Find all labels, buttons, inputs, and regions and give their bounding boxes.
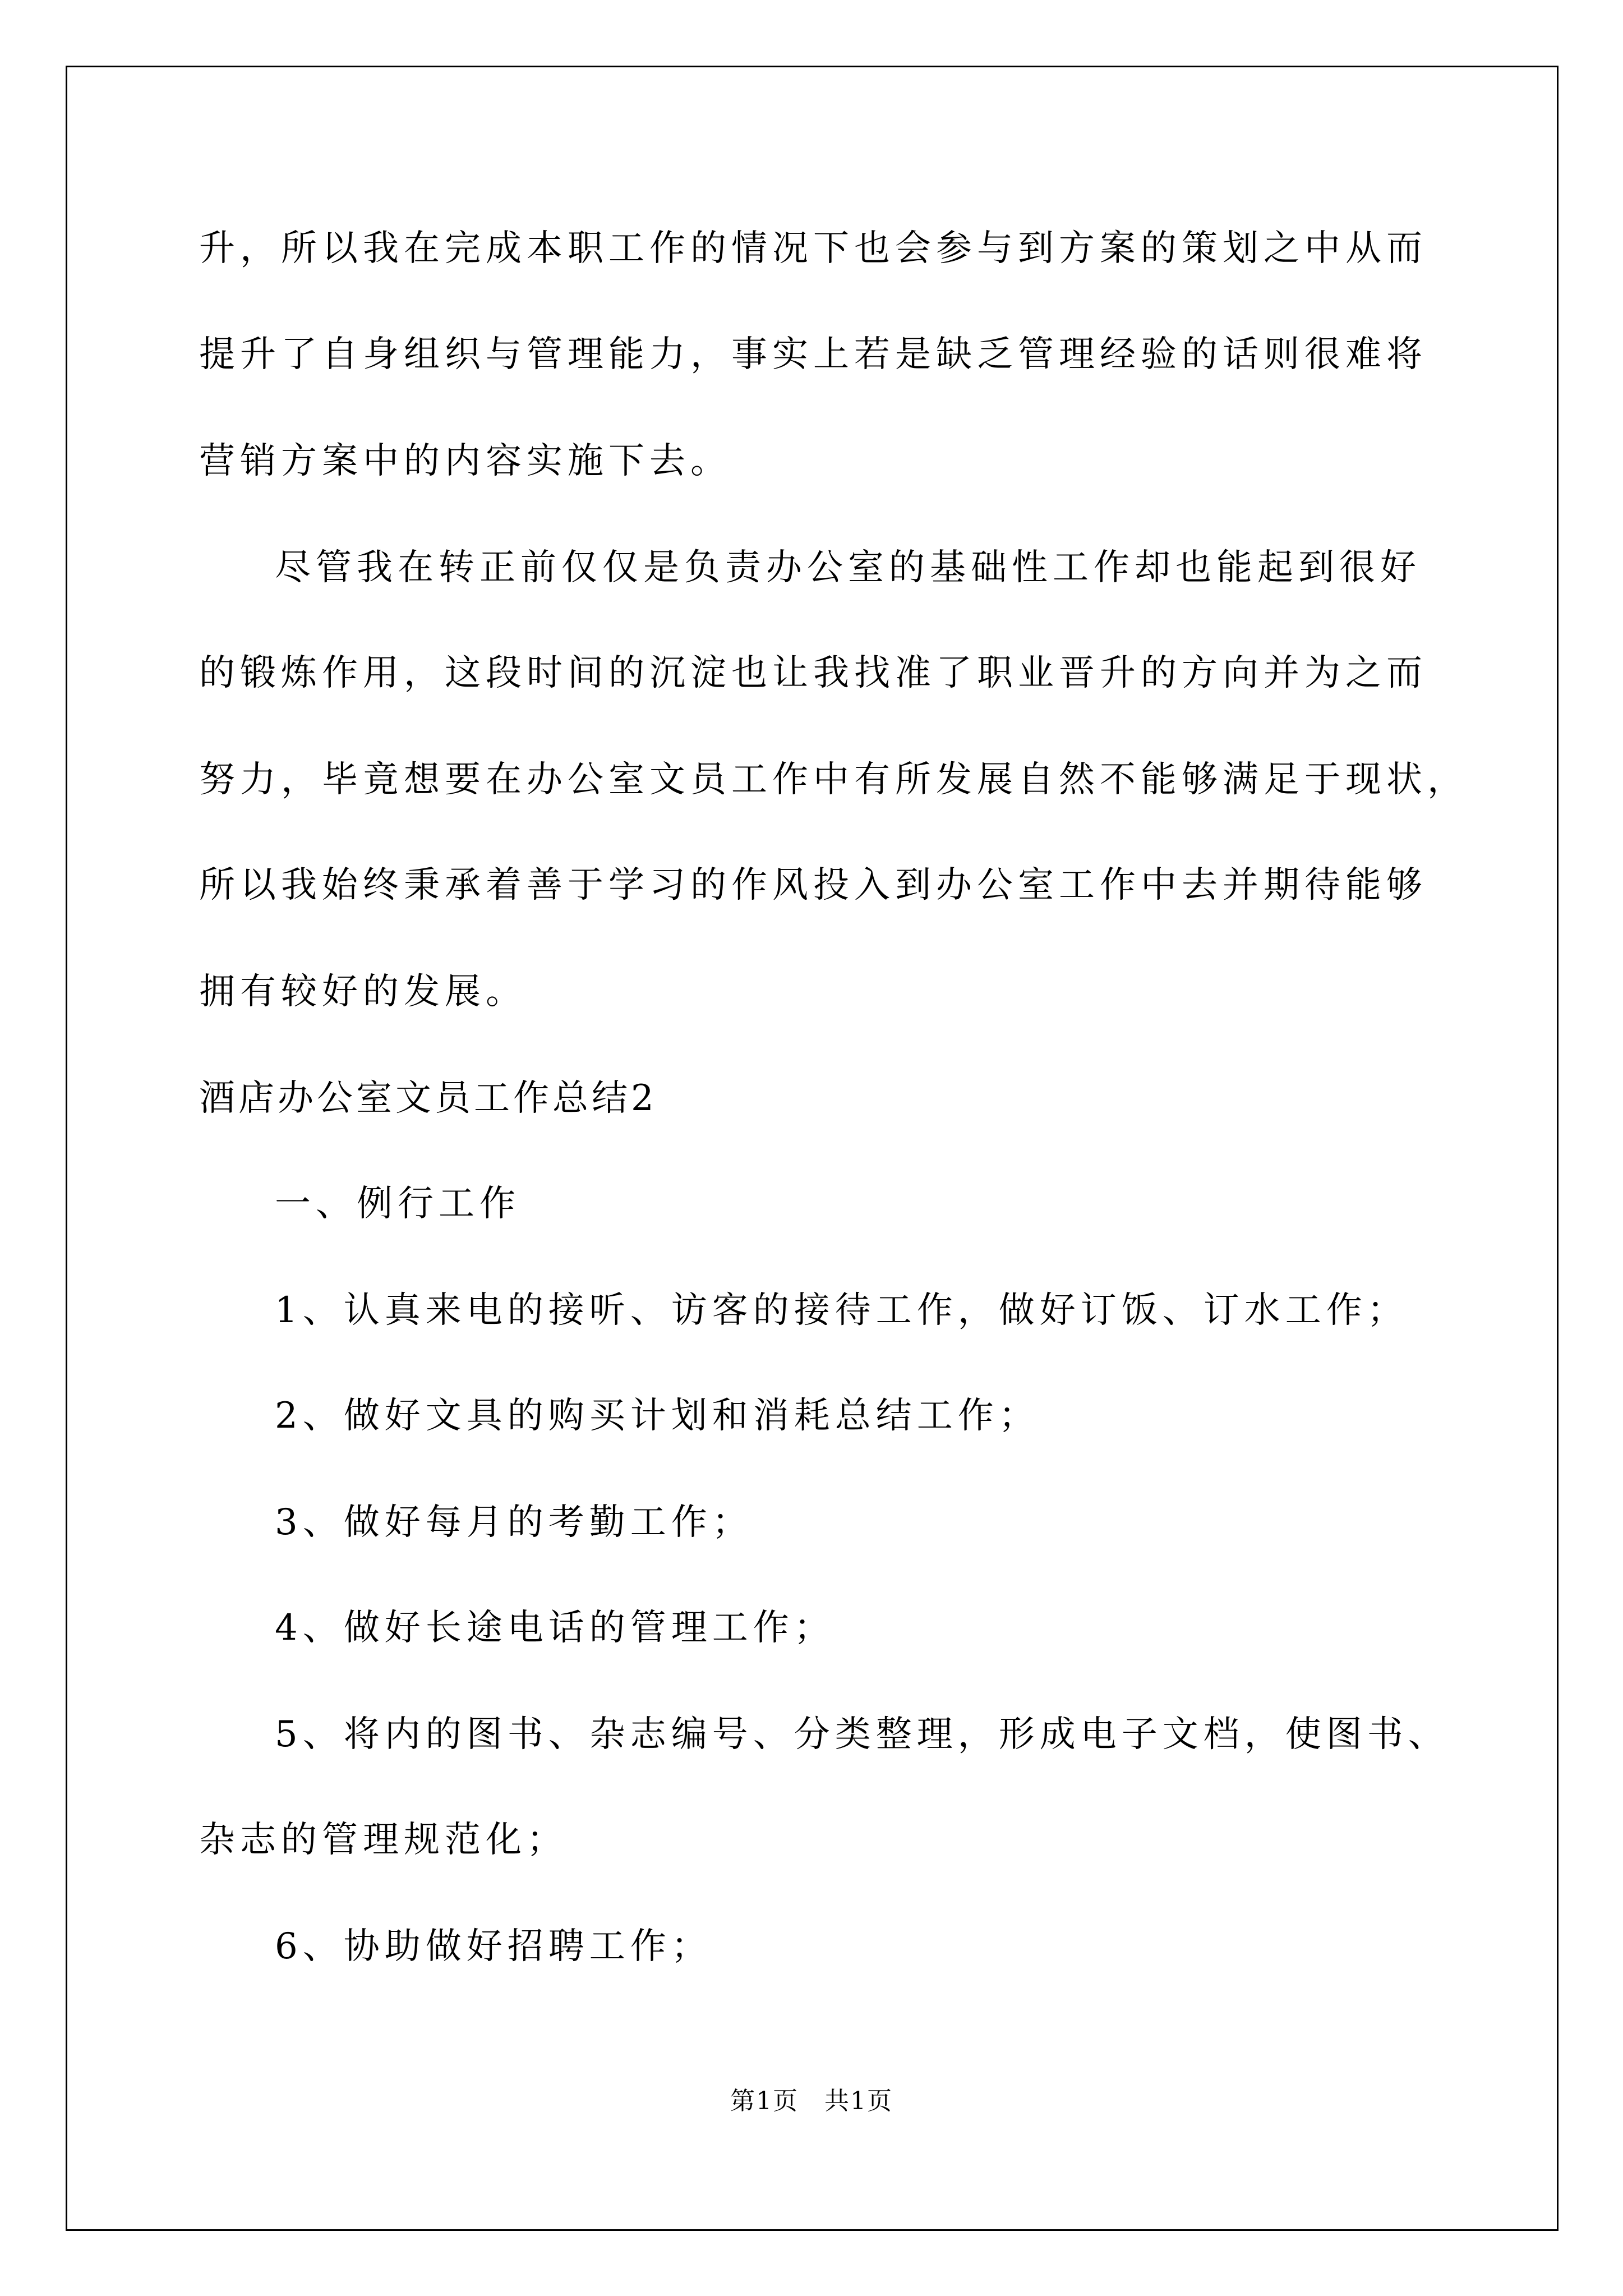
list-item: 2、做好文具的购买计划和消耗总结工作；	[275, 1395, 1040, 1437]
list-item: 6、协助做好招聘工作；	[275, 1926, 712, 1967]
page-border	[66, 66, 1559, 2231]
text-line: 提升了自身组织与管理能力，事实上若是缺乏管理经验的话则很难将	[199, 334, 1427, 375]
section-title: 酒店办公室文员工作总结2	[199, 1078, 657, 1119]
list-item: 4、做好长途电话的管理工作；	[275, 1607, 835, 1649]
text-line: 升，所以我在完成本职工作的情况下也会参与到方案的策划之中从而	[199, 228, 1427, 269]
list-item: 3、做好每月的考勤工作；	[275, 1502, 753, 1543]
page-number: 第1页 共1页	[730, 2087, 893, 2115]
list-item-continuation: 杂志的管理规范化；	[199, 1819, 568, 1861]
subsection-heading: 一、例行工作	[275, 1183, 520, 1225]
text-line: 拥有较好的发展。	[199, 971, 527, 1013]
text-line: 营销方案中的内容实施下去。	[199, 440, 731, 482]
text-line: 努力，毕竟想要在办公室文员工作中有所发展自然不能够满足于现状，	[199, 759, 1468, 800]
text-line: 的锻炼作用，这段时间的沉淀也让我找准了职业晋升的方向并为之而	[199, 652, 1427, 694]
list-item: 5、将内的图书、杂志编号、分类整理，形成电子文档，使图书、	[275, 1714, 1449, 1755]
list-item: 1、认真来电的接听、访客的接待工作，做好订饭、订水工作；	[275, 1290, 1408, 1331]
text-line: 所以我始终秉承着善于学习的作风投入到办公室工作中去并期待能够	[199, 864, 1427, 906]
paragraph-first-line: 尽管我在转正前仅仅是负责办公室的基础性工作却也能起到很好	[275, 547, 1421, 588]
